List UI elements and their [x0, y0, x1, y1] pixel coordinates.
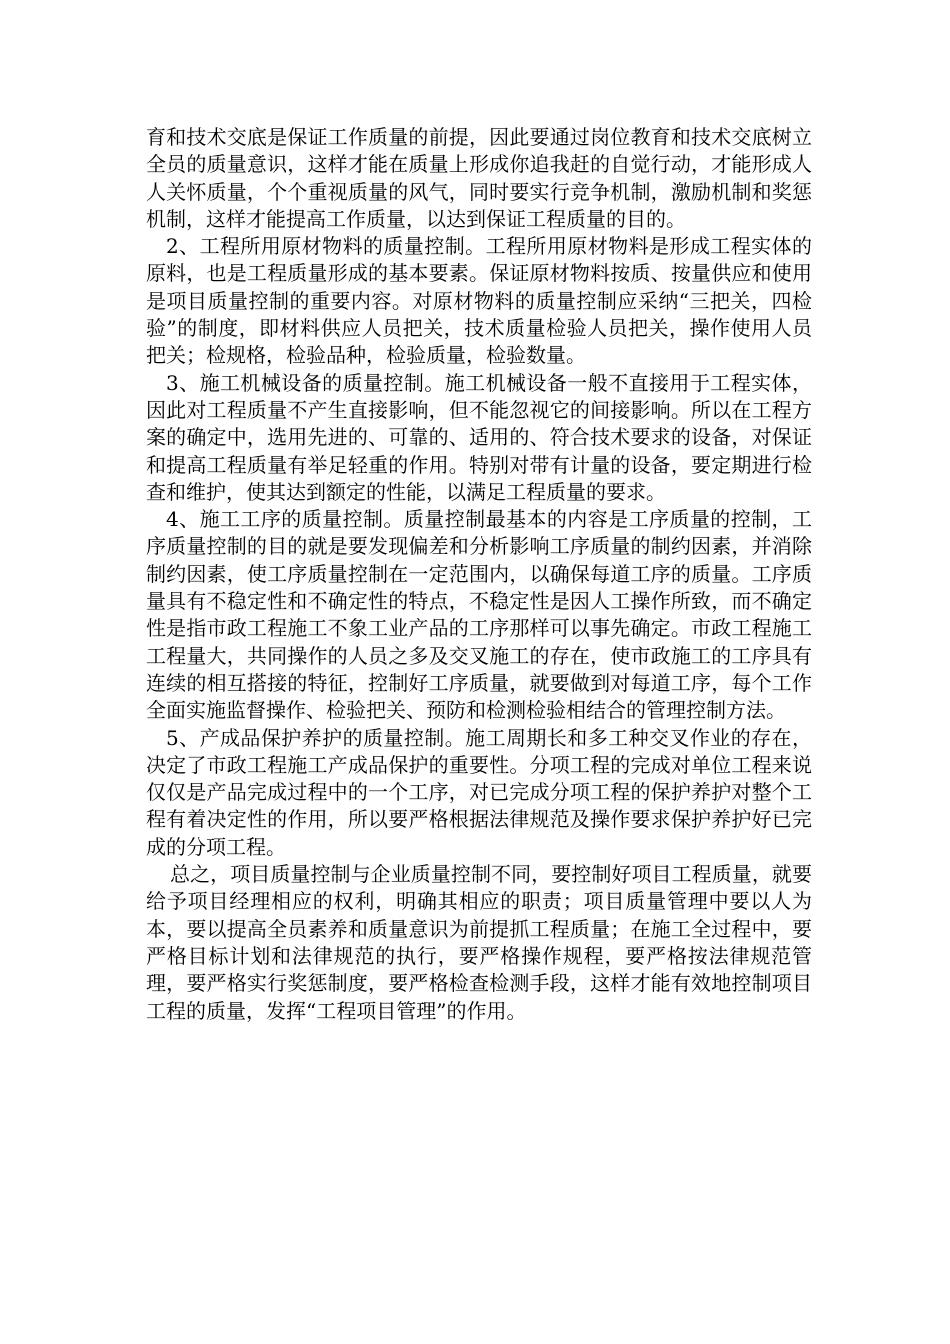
- paragraph-product-protection: 5、产成品保护养护的质量控制。施工周期长和多工种交叉作业的存在，决定了市政工程施工产成品保护的重要性。分项工程的完成对单位工程来说仅仅是产品完成过程中的一个工序，对已完成分项工程的保护养护对整个工程有着决定性的作用，所以要严格根据法律规范及操作要求保护养护好已完成的分项工程。: [146, 725, 812, 859]
- paragraph-process-control: 4、施工工序的质量控制。质量控制最基本的内容是工序质量的控制，工序质量控制的目的就是要发现偏差和分析影响工序质量的制约因素，并消除制约因素，使工序质量控制在一定范围内，以确保每道工序的质量。工序质量具有不稳定性和不确定性的特点，不稳定性是因人工操作所致，而不确定性是指市政工程施工不象工业产品的工序那样可以事先确定。市政工程施工工程量大，共同操作的人员之多及交叉施工的存在，使市政施工的工序具有连续的相互搭接的特征，控制好工序质量，就要做到对每道工序，每个工作全面实施监督操作、检验把关、预防和检测检验相结合的管理控制方法。: [146, 507, 812, 723]
- paragraph-machinery-control: 3、施工机械设备的质量控制。施工机械设备一般不直接用于工程实体，因此对工程质量不产生直接影响，但不能忽视它的间接影响。所以在工程方案的确定中，选用先进的、可靠的、适用的、符合技术要求的设备，对保证和提高工程质量有举足轻重的作用。特别对带有计量的设备，要定期进行检查和维护，使其达到额定的性能，以满足工程质量的要求。: [146, 370, 812, 504]
- paragraph-materials-control: 2、工程所用原材物料的质量控制。工程所用原材物料是形成工程实体的原料，也是工程质量形成的基本要素。保证原材物料按质、按量供应和使用是项目质量控制的重要内容。对原材物料的质量控制应采纳“三把关，四检验”的制度，即材料供应人员把关，技术质量检验人员把关，操作使用人员把关；检规格，检验品种，检验质量，检验数量。: [146, 234, 812, 368]
- paragraph-summary: 总之，项目质量控制与企业质量控制不同，要控制好项目工程质量，就要给予项目经理相应的权利，明确其相应的职责；项目质量管理中要以人为本，要以提高全员素养和质量意识为前提抓工程质量；在施工全过程中，要严格目标计划和法律规范的执行，要严格操作规程，要严格按法律规范管理，要严格实行奖惩制度，要严格检查检测手段，这样才能有效地控制项目工程的质量，发挥“工程项目管理”的作用。: [146, 862, 812, 1023]
- document-body: [146, 124, 812, 1025]
- paragraph-continuation: 育和技术交底是保证工作质量的前提，因此要通过岗位教育和技术交底树立全员的质量意识，这样才能在质量上形成你追我赶的自觉行动，才能形成人人关怀质量，个个重视质量的风气，同时要实行竞争机制，激励机制和奖惩机制，这样才能提高工作质量，以达到保证工程质量的目的。: [146, 125, 812, 231]
